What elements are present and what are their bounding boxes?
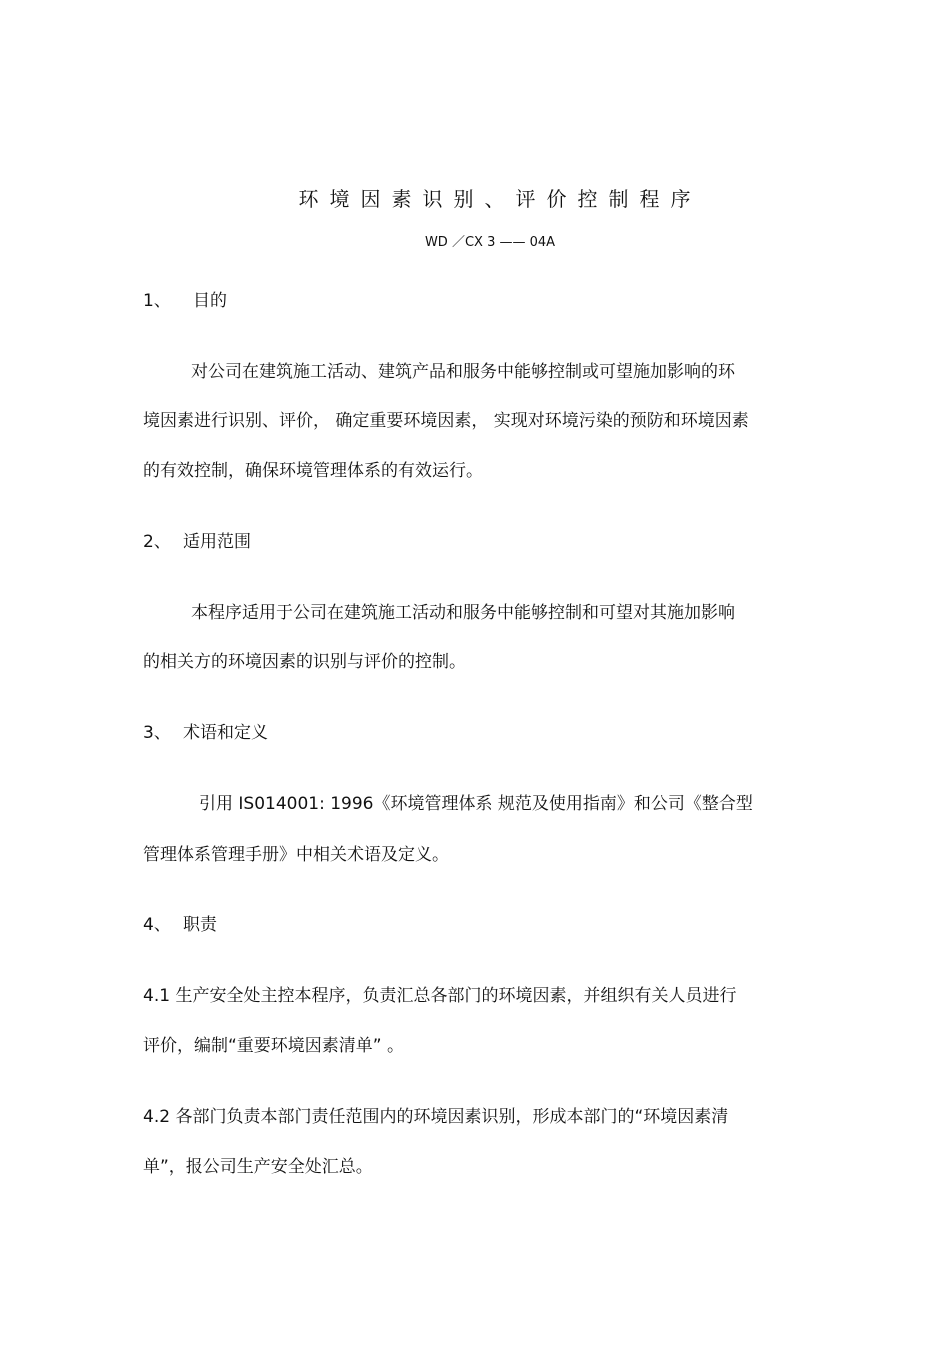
document-title: 环境因素识别、评价控制程序 — [298, 187, 702, 211]
section-number: 2、 — [143, 532, 171, 552]
section-heading — [143, 531, 251, 553]
section-number: 3、 — [143, 723, 171, 743]
section-heading — [143, 290, 227, 312]
list-item-line: 评价，编制“重要环境因素清单” 。 — [143, 1036, 405, 1056]
section-heading — [143, 722, 268, 744]
list-item-line: 4.2 各部门负责本部门责任范围内的环境因素识别，形成本部门的“环境因素清 — [143, 1107, 729, 1127]
paragraph-line: 管理体系管理手册》中相关术语及定义。 — [143, 845, 449, 865]
section-title: 职责 — [183, 915, 217, 935]
paragraph-line: 对公司在建筑施工活动、建筑产品和服务中能够控制或可望施加影响的环 — [191, 362, 735, 382]
section-title: 目的 — [193, 291, 227, 311]
list-item-line: 单”，报公司生产安全处汇总。 — [143, 1157, 373, 1177]
paragraph-line: 的有效控制，确保环境管理体系的有效运行。 — [143, 461, 483, 481]
paragraph-line: 境因素进行识别、评价， 确定重要环境因素， 实现对环境污染的预防和环境因素 — [143, 411, 749, 431]
paragraph-line: 本程序适用于公司在建筑施工活动和服务中能够控制和可望对其施加影响 — [191, 603, 735, 623]
paragraph-line: 引用 IS014001: 1996《环境管理体系 规范及使用指南》和公司《整合型 — [199, 794, 753, 814]
paragraph-line: 的相关方的环境因素的识别与评价的控制。 — [143, 652, 466, 672]
document-code: WD ／CX 3 —— 04A — [424, 235, 556, 250]
section-number: 1、 — [143, 291, 171, 311]
section-heading — [143, 914, 217, 936]
section-title: 术语和定义 — [183, 723, 268, 743]
section-number: 4、 — [143, 915, 171, 935]
section-title: 适用范围 — [183, 532, 251, 552]
list-item-line: 4.1 生产安全处主控本程序，负责汇总各部门的环境因素，并组织有关人员进行 — [143, 986, 737, 1006]
